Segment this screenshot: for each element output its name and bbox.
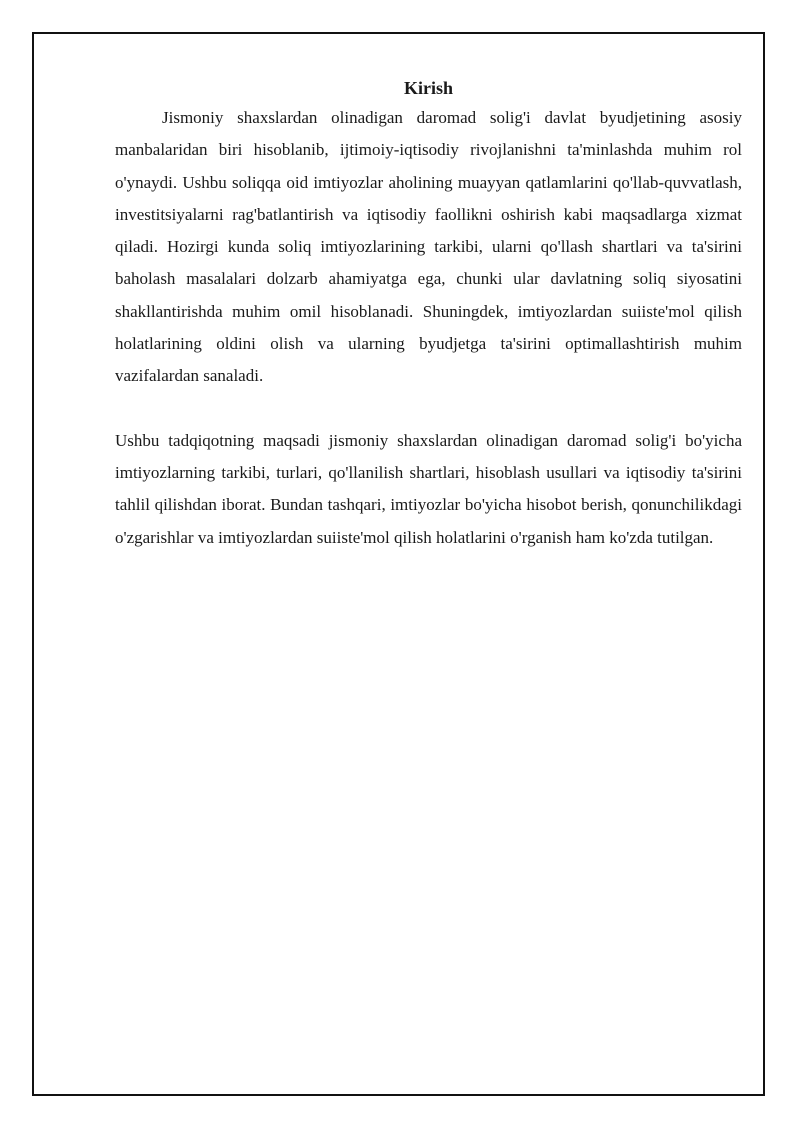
paragraph-intro: Jismoniy shaxslardan olinadigan daromad solig'i davlat byudjetining asosiy manbalaridan biri hisoblanib, ijtimoiy-iqtisodiy rivojlanishni ta'minlashda muhim rol o'ynaydi. Ushbu soliqqa oid imtiyozlar aholining muayyan qatlamlarini qo'llab-quvvatlash, investitsiyalarni rag'batlantirish va iqtisodiy faollikni oshirish kabi maqsadlarga xizmat qiladi. Hozirgi kunda soliq imtiyozlarining tarkibi, ularni qo'llash shartlari va ta'sirini baholash masalalari dolzarb ahamiyatga ega, chunki ular davlatning soliq siyosatini shakllantirishda muhim omil hisoblanadi. Shuningdek, imtiyozlardan suiiste'mol qilish holatlarining oldini olish va ularning byudjetga ta'sirini optimallashtirish muhim vazifalardan sanaladi. xyxy=(115,108,742,386)
document-title: Kirish xyxy=(403,78,453,98)
document-body xyxy=(115,74,742,554)
paragraph-purpose: Ushbu tadqiqotning maqsadi jismoniy shaxslardan olinadigan daromad solig'i bo'yicha imtiyozlarning tarkibi, turlari, qo'llanilish shartlari, hisoblash usullari va iqtisodiy ta'sirini tahlil qilishdan iborat. Bundan tashqari, imtiyozlar bo'yicha hisobot berish, qonunchilikdagi o'zgarishlar va imtiyozlardan suiiste'mol qilish holatlarini o'rganish ham ko'zda tutilgan. xyxy=(115,430,742,547)
